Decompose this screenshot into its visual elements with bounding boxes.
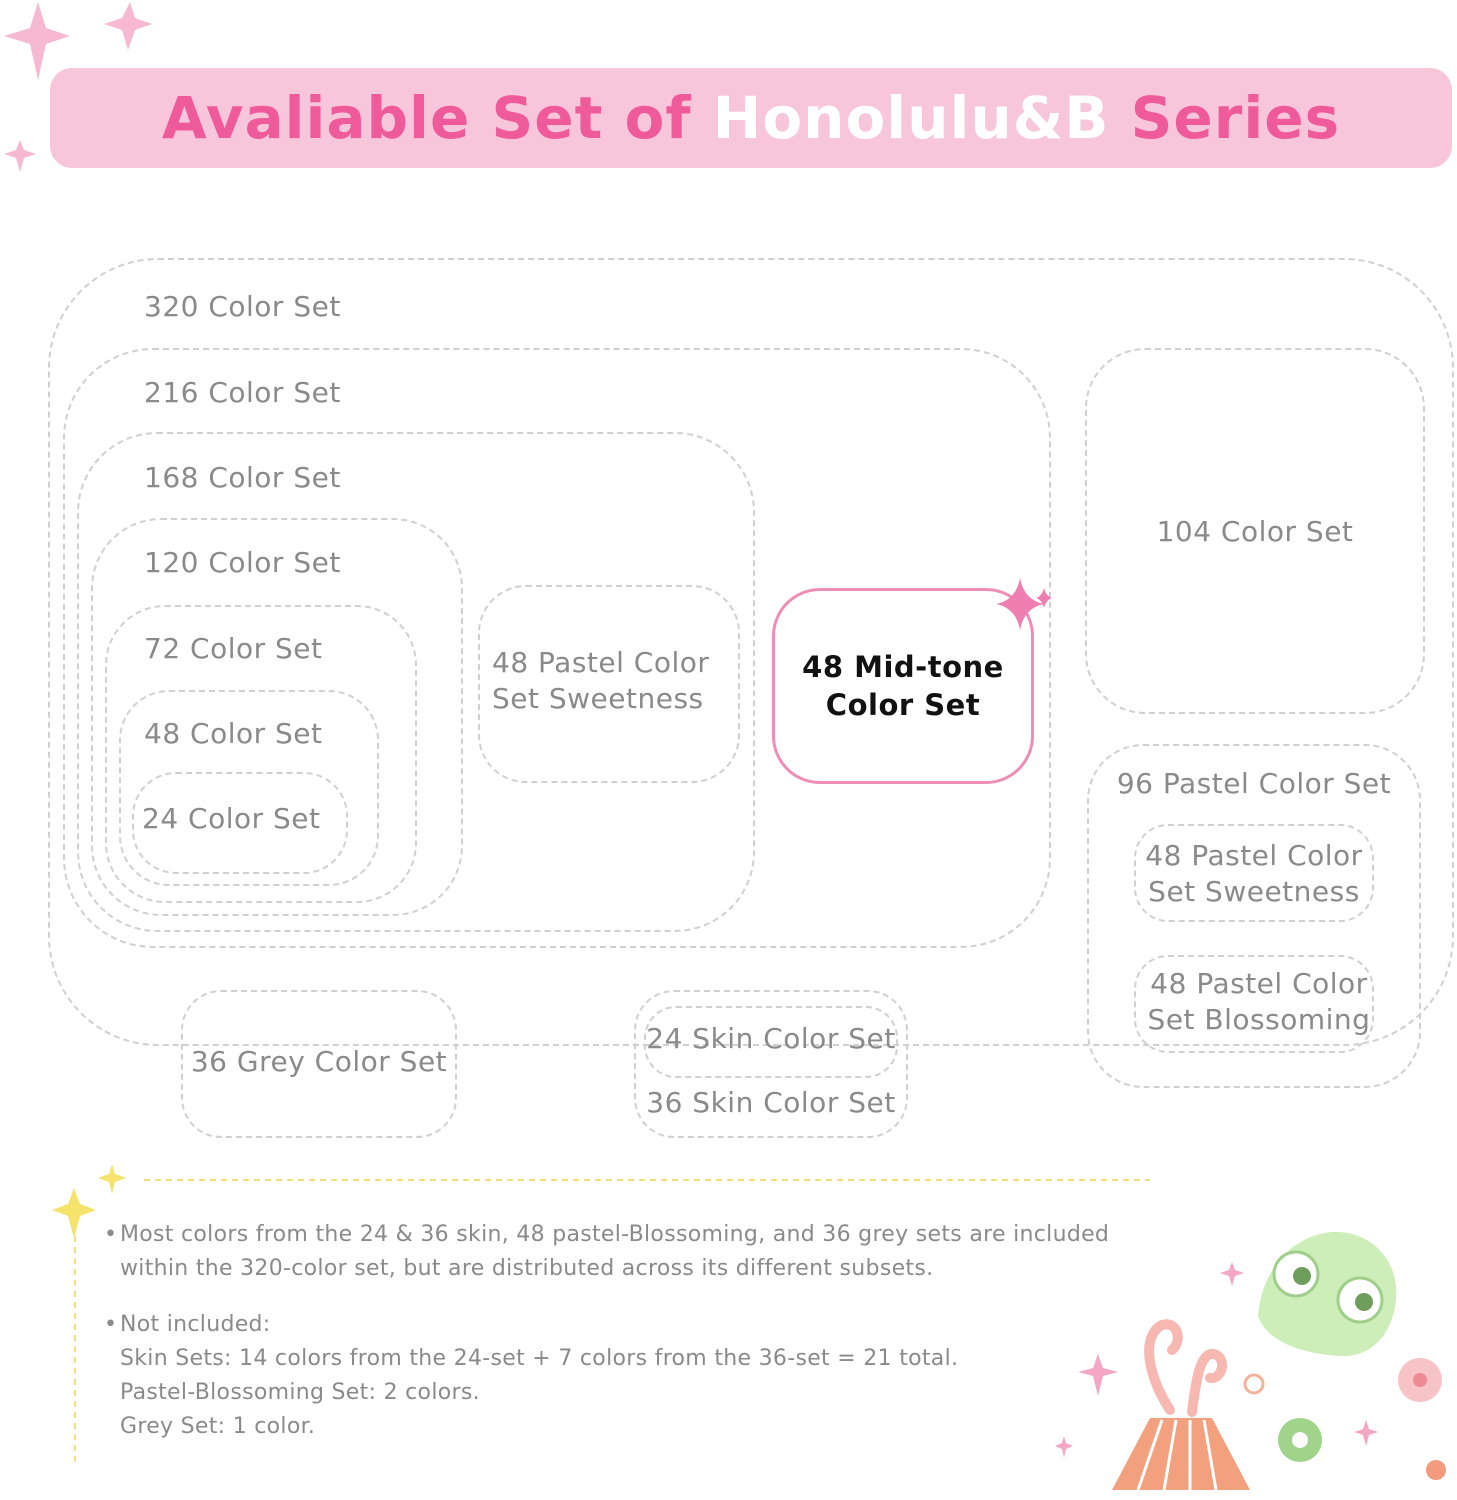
notes-section: [104, 1218, 1184, 1466]
note-bullet: •: [104, 1222, 118, 1247]
title-prefix: Avaliable Set of: [161, 84, 713, 152]
title-highlight: Honolulu&B: [712, 84, 1110, 152]
pastel-96-blossoming-label: [1134, 966, 1384, 1038]
note-line: Skin Sets: 14 colors from the 24-set + 7 colors from the 36-set = 21 total.: [120, 1346, 959, 1371]
star-icon: [4, 140, 36, 172]
title-banner: [50, 68, 1452, 168]
skin-36-label: 36 Skin Color Set: [646, 1086, 896, 1119]
set-320-label: 320 Color Set: [144, 290, 341, 323]
title-suffix: Series: [1109, 84, 1341, 152]
set-216-label: 216 Color Set: [144, 376, 341, 409]
note-item: [104, 1308, 1184, 1444]
star-icon: [4, 2, 70, 80]
pastel-96-blossoming-text: 48 Pastel Color Set Blossoming: [1147, 967, 1371, 1036]
set-72-label: 72 Color Set: [144, 632, 323, 665]
skin-24-label: 24 Skin Color Set: [646, 1022, 896, 1055]
note-bullet: •: [104, 1312, 118, 1337]
set-24-label: 24 Color Set: [142, 802, 321, 835]
grey-36-label: 36 Grey Color Set: [190, 1045, 448, 1078]
note-item: [104, 1218, 1184, 1286]
set-104-label: 104 Color Set: [1156, 515, 1354, 548]
note-line: Pastel-Blossoming Set: 2 colors.: [120, 1380, 480, 1405]
mid-tone-set-card: [772, 588, 1034, 784]
pastel-sweetness-text: 48 Pastel Color Set Sweetness: [492, 646, 710, 715]
pastel-sweetness-label: [478, 645, 740, 717]
note-line: Grey Set: 1 color.: [120, 1414, 316, 1439]
note-line: within the 320-color set, but are distributed across its different subsets.: [120, 1256, 934, 1281]
mid-tone-label: 48 Mid-tone Color Set: [802, 650, 1004, 722]
pastel-96-sweetness-text: 48 Pastel Color Set Sweetness: [1145, 839, 1363, 908]
star-icon: [104, 2, 152, 50]
pastel-96-label: 96 Pastel Color Set: [1116, 767, 1392, 800]
note-line: Not included:: [120, 1312, 271, 1337]
set-48-label: 48 Color Set: [144, 717, 323, 750]
pastel-96-sweetness-label: [1134, 838, 1374, 910]
set-168-label: 168 Color Set: [144, 461, 341, 494]
note-line: Most colors from the 24 & 36 skin, 48 pastel-Blossoming, and 36 grey sets are included: [120, 1222, 1110, 1247]
set-120-label: 120 Color Set: [144, 546, 341, 579]
page-title: [162, 84, 1340, 152]
